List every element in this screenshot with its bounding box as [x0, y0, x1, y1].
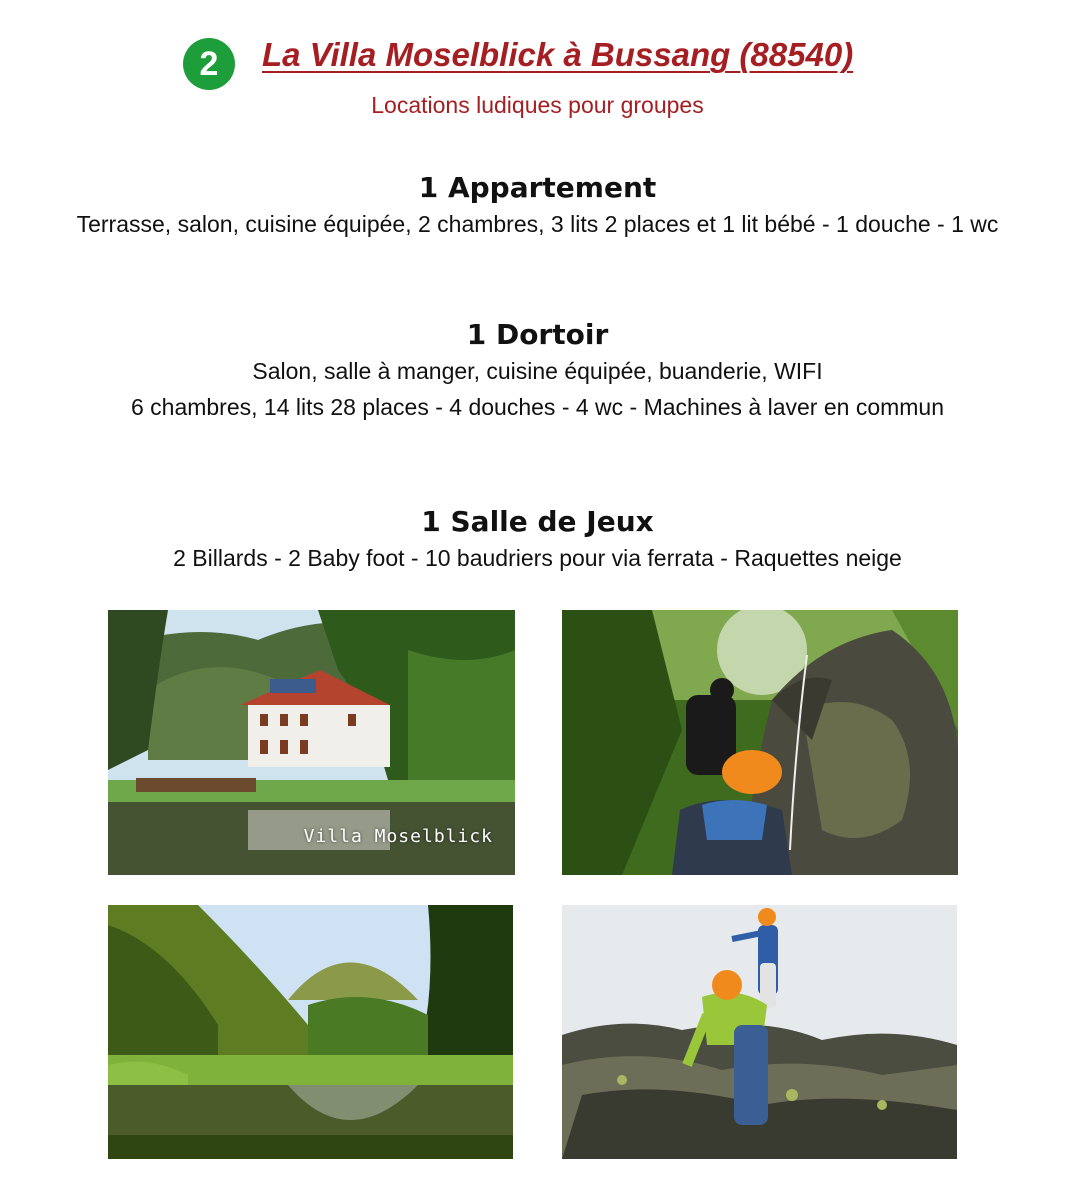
section-heading: 1 Appartement — [418, 171, 657, 204]
section-text: Salon, salle à manger, cuisine équipée, buanderie, WIFI — [252, 358, 823, 384]
section-salle-de-jeux — [0, 504, 1075, 576]
page-subtitle: Locations ludiques pour groupes — [371, 92, 704, 118]
section-heading: 1 Salle de Jeux — [421, 505, 654, 538]
section-text: 2 Billards - 2 Baby foot - 10 baudriers pour via ferrata - Raquettes neige — [173, 545, 902, 571]
photo-villa — [108, 610, 515, 875]
number-badge: 2 — [183, 38, 235, 90]
section-heading: 1 Dortoir — [466, 318, 609, 351]
section-text: Terrasse, salon, cuisine équipée, 2 chambres, 3 lits 2 places et 1 lit bébé - 1 douche - 1 wc — [76, 211, 999, 237]
photo-via-ferrata — [562, 610, 958, 875]
section-text: 6 chambres, 14 lits 28 places - 4 douches - 4 wc - Machines à laver en commun — [130, 394, 945, 420]
photo-lake — [108, 905, 513, 1159]
page-header — [0, 34, 1075, 86]
section-dortoir — [0, 317, 1075, 425]
section-appartement — [0, 170, 1075, 242]
photo-kids-climbing — [562, 905, 957, 1159]
photo-caption: Villa Moselblick — [303, 826, 493, 847]
page-title[interactable]: La Villa Moselblick à Bussang (88540) — [262, 36, 854, 73]
